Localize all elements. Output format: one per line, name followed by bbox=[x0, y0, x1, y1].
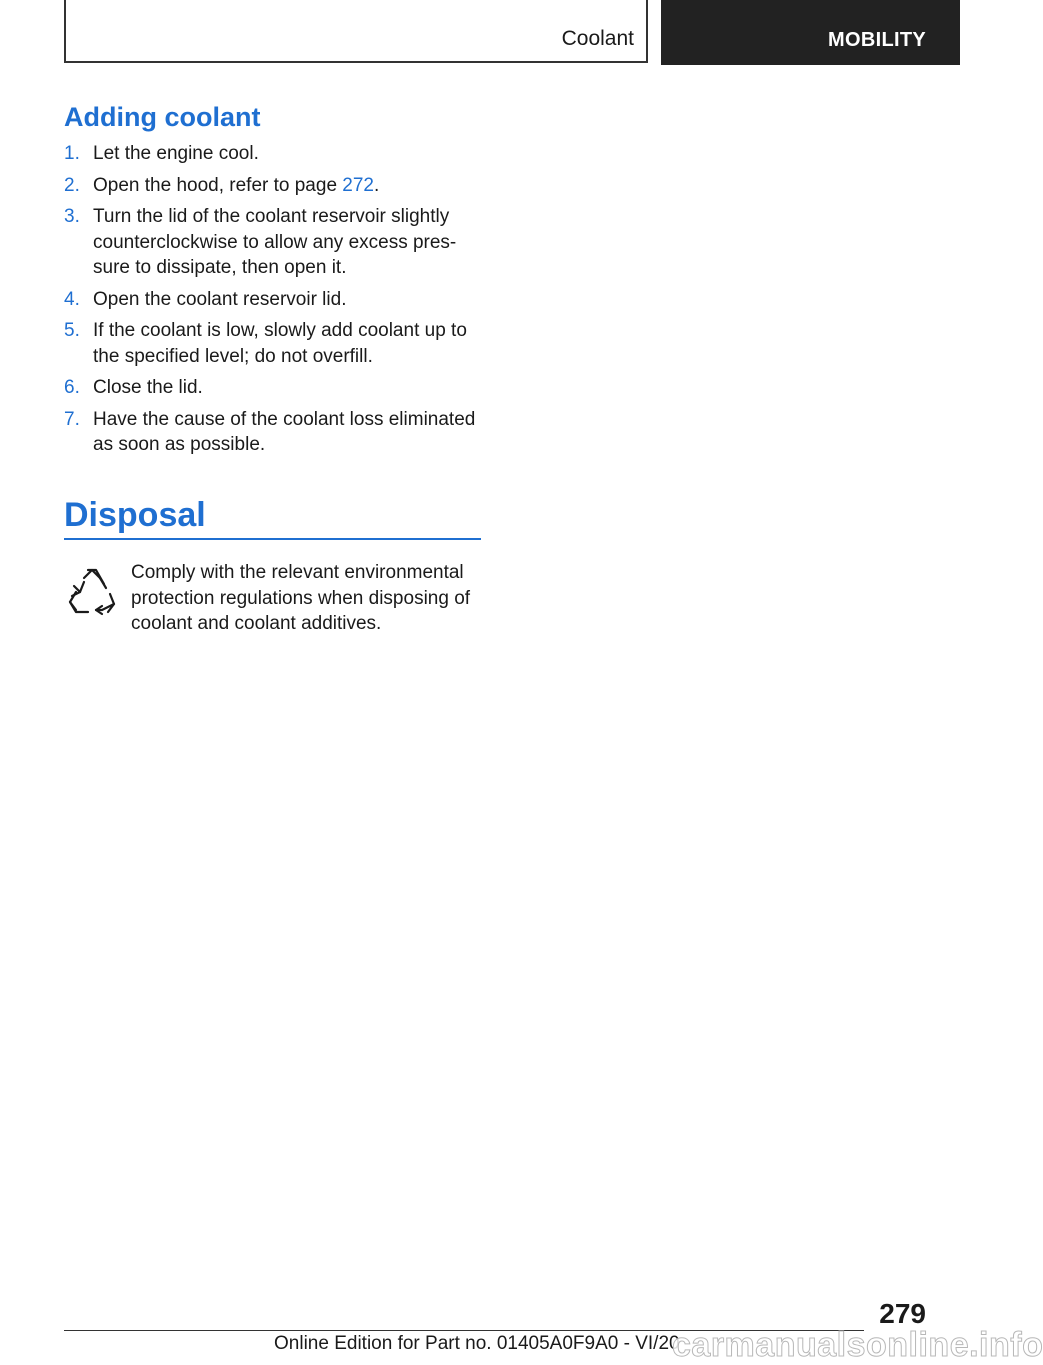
step-text bbox=[93, 173, 484, 199]
chapter-tab bbox=[661, 0, 960, 65]
header-section-box bbox=[64, 0, 648, 63]
step-number: 4. bbox=[64, 288, 80, 310]
step-text: Open the coolant reservoir lid. bbox=[93, 288, 347, 310]
disposal-heading: Disposal bbox=[64, 496, 206, 534]
step-text: Turn the lid of the coolant reservoir slightly counterclockwise to allow any excess pres-sure to dissipate, then open it. bbox=[93, 206, 457, 278]
disposal-divider bbox=[64, 538, 481, 540]
chapter-title: MOBILITY bbox=[828, 29, 926, 51]
recycle-icon bbox=[66, 566, 118, 618]
step-item bbox=[64, 173, 484, 199]
step-number: 6. bbox=[64, 377, 80, 398]
page-number: 279 bbox=[879, 1298, 926, 1329]
page-reference-link[interactable]: 272 bbox=[342, 174, 374, 196]
step-text: If the coolant is low, slowly add coolant up to the specified level; do not overfill. bbox=[93, 320, 467, 367]
step-text-after-link: . bbox=[374, 174, 380, 196]
step-number: 2. bbox=[64, 174, 80, 196]
step-item bbox=[64, 318, 484, 369]
watermark-text: carmanualsonline.info bbox=[672, 1326, 1043, 1364]
step-item bbox=[64, 407, 484, 458]
step-text-before-link: Open the hood, refer to page bbox=[93, 174, 343, 196]
disposal-text: Comply with the relevant environmental protection regulations when disposing of coolant and coolant additives. bbox=[131, 562, 471, 634]
step-text: Have the cause of the coolant loss eliminated as soon as possible. bbox=[93, 408, 476, 455]
step-number: 5. bbox=[64, 320, 80, 341]
adding-coolant-steps bbox=[64, 141, 484, 464]
step-item bbox=[64, 287, 484, 313]
step-text: Let the engine cool. bbox=[93, 143, 259, 164]
step-number: 1. bbox=[64, 143, 80, 164]
adding-coolant-heading: Adding coolant bbox=[64, 102, 261, 132]
step-text: Close the lid. bbox=[93, 377, 203, 398]
step-item bbox=[64, 141, 484, 167]
section-title: Coolant bbox=[561, 27, 634, 50]
step-item bbox=[64, 204, 484, 281]
step-number: 3. bbox=[64, 206, 80, 227]
footer-edition-text: Online Edition for Part no. 01405A0F9A0 - VI/20 bbox=[274, 1333, 680, 1354]
step-item bbox=[64, 375, 484, 401]
step-number: 7. bbox=[64, 408, 80, 430]
